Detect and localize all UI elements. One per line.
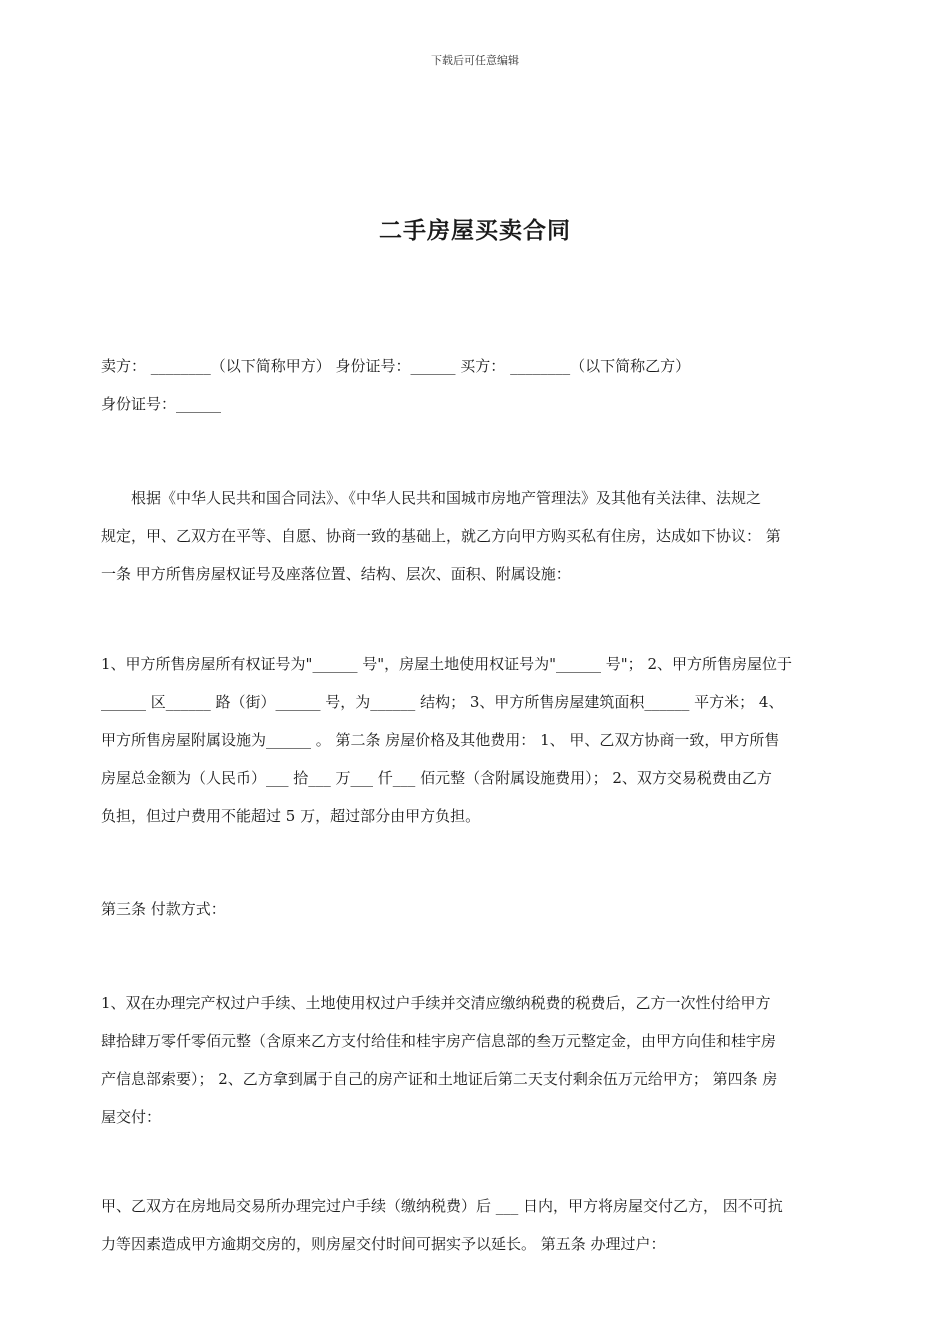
intro-line: 一条 甲方所售房屋权证号及座落位置、结构、层次、面积、附属设施：	[101, 565, 571, 583]
clause-line: 房屋总金额为（人民币）___ 拾___ 万___ 仟___ 佰元整（含附属设施费用）； 2、双方交易税费由乙方	[101, 769, 772, 787]
clause-line: ______ 区______ 路（街）______ 号，为______ 结构； 3、甲方所售房屋建筑面积______ 平方米； 4、	[101, 693, 784, 711]
clause-line: 负担，但过户费用不能超过 5 万，超过部分由甲方负担。	[101, 807, 481, 825]
document-title: 二手房屋买卖合同	[379, 217, 571, 244]
intro-line: 规定，甲、乙双方在平等、自愿、协商一致的基础上，就乙方向甲方购买私有住房，达成如下协议： 第	[101, 527, 781, 545]
clause-line: 力等因素造成甲方逾期交房的，则房屋交付时间可据实予以延长。 第五条 办理过户：	[101, 1235, 666, 1253]
intro-line: 根据《中华人民共和国合同法》、《中华人民共和国城市房地产管理法》及其他有关法律、法规之	[131, 489, 762, 507]
clause-line: 1、甲方所售房屋所有权证号为"______ 号"，房屋土地使用权证号为"______ 号"； 2、甲方所售房屋位于	[101, 655, 792, 673]
clause-line: 甲、乙双方在房地局交易所办理完过户手续（缴纳税费）后 ___ 日内，甲方将房屋交付乙方， 因不可抗	[101, 1197, 783, 1215]
clause-line: 1、双在办理完产权过户手续、土地使用权过户手续并交清应缴纳税费的税费后，乙方一次性付给甲方	[101, 994, 771, 1012]
clause-3-heading: 第三条 付款方式：	[101, 900, 226, 918]
clause-line: 屋交付：	[101, 1108, 162, 1126]
parties-line: 卖方： ________（以下简称甲方） 身份证号：______ 买方： ________（以下简称乙方）	[101, 357, 691, 375]
header-note: 下载后可任意编辑	[431, 54, 519, 67]
parties-section	[101, 347, 861, 423]
clause-1-paragraph	[101, 645, 861, 835]
clause-3-paragraph	[101, 984, 861, 1136]
clause-line: 产信息部索要）； 2、乙方拿到属于自己的房产证和土地证后第二天支付剩余伍万元给甲方； 第四条 房	[101, 1070, 778, 1088]
delivery-paragraph	[101, 1187, 861, 1263]
clause-line: 肆拾肆万零仟零佰元整（含原来乙方支付给佳和桂宇房产信息部的叁万元整定金，由甲方向佳和桂宇房	[101, 1032, 777, 1050]
parties-line: 身份证号：______	[101, 395, 222, 413]
intro-paragraph	[101, 479, 861, 593]
clause-line: 甲方所售房屋附属设施为______ 。 第二条 房屋价格及其他费用： 1、 甲、乙双方协商一致，甲方所售	[101, 731, 780, 749]
